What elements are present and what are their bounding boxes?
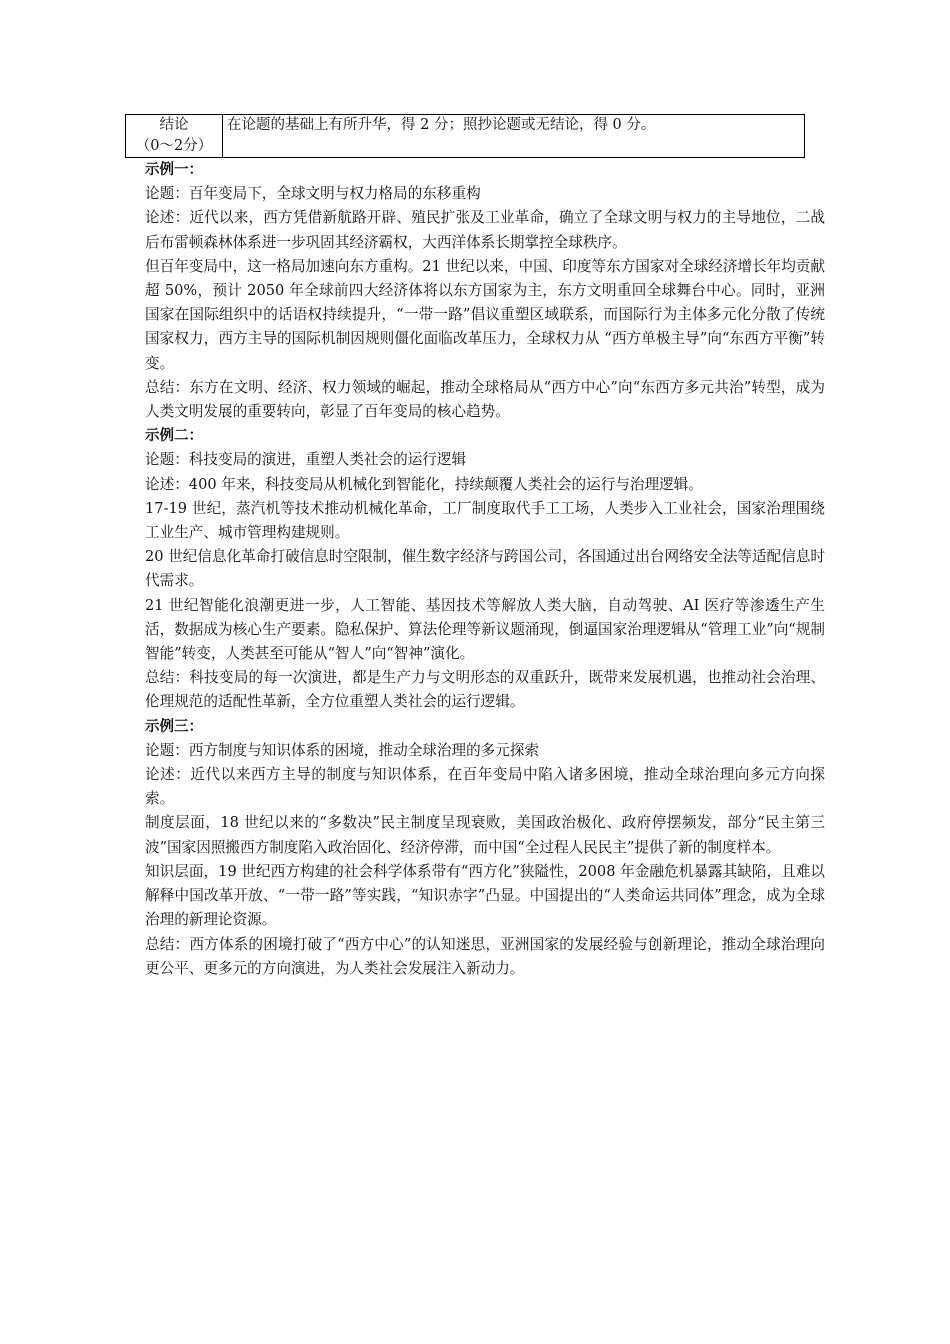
table-row (126, 115, 805, 158)
scoring-table (125, 114, 805, 158)
example-topic: 论题：百年变局下，全球文明与权力格局的东移重构 (145, 185, 481, 203)
conclusion-label: 结论 (159, 117, 189, 133)
example-section-3 (145, 715, 825, 981)
example-paragraph: 但百年变局中，这一格局加速向东方重构。21 世纪以来，中国、印度等东方国家对全球经济增长年均贡献超 50%，预计 2050 年全球前四大经济体将以东方国家为主，东方文明重回全球舞台中心。同时，亚洲国家在国际组织中的话语权持续提升，“一带一路”倡议重塑区域联系，而国际行为主体多元化分散了传统国家权力，西方主导的国际机制因规则僵化面临改革压力，全球权力从 “西方单极主导”向“东西方平衡”转变。 (145, 257, 825, 372)
page-content (135, 114, 825, 981)
example-paragraph: 论述：近代以来，西方凭借新航路开辟、殖民扩张及工业革命，确立了全球文明与权力的主导地位，二战后布雷顿森林体系进一步巩固其经济霸权，大西洋体系长期掌控全球秩序。 (145, 209, 825, 251)
example-paragraph: 论述：近代以来西方主导的制度与知识体系，在百年变局中陷入诸多困境，推动全球治理向多元方向探索。 (145, 766, 825, 808)
example-heading: 示例二： (145, 428, 203, 445)
example-paragraph: 论述：400 年来，科技变局从机械化到智能化，持续颠覆人类社会的运行与治理逻辑。 (145, 475, 703, 493)
table-label-cell (126, 115, 223, 158)
example-heading: 示例三： (145, 718, 203, 735)
conclusion-criteria: 在论题的基础上有所升华，得 2 分；照抄论题或无结论，得 0 分。 (223, 115, 805, 158)
conclusion-score-range: （0～2分） (135, 138, 213, 154)
example-summary: 总结：东方在文明、经济、权力领域的崛起，推动全球格局从“西方中心”向“东西方多元共治”转型，成为人类文明发展的重要转向，彰显了百年变局的核心趋势。 (145, 378, 825, 421)
example-paragraph: 21 世纪智能化浪潮更进一步，人工智能、基因技术等解放人类大脑，自动驾驶、AI 医疗等渗透生产生活，数据成为核心生产要素。隐私保护、算法伦理等新议题涌现，倒逼国家治理逻辑从“管理工业”向“规制智能”转变，人类甚至可能从“智人”向“智神”演化。 (145, 596, 825, 663)
example-paragraph: 20 世纪信息化革命打破信息时空限制，催生数字经济与跨国公司，各国通过出台网络安全法等适配信息时代需求。 (145, 548, 825, 590)
example-topic: 论题：科技变局的演进，重塑人类社会的运行逻辑 (145, 451, 467, 469)
example-heading: 示例一： (145, 162, 203, 178)
example-summary: 总结：科技变局的每一次演进，都是生产力与文明形态的双重跃升，既带来发展机遇，也推动社会治理、伦理规范的适配性革新，全方位重塑人类社会的运行逻辑。 (145, 669, 825, 711)
example-paragraph: 17-19 世纪，蒸汽机等技术推动机械化革命，工厂制度取代手工工场，人类步入工业社会，国家治理围绕工业生产、城市管理构建规则。 (145, 499, 825, 542)
example-summary: 总结：西方体系的困境打破了“西方中心”的认知迷思，亚洲国家的发展经验与创新理论，推动全球治理向更公平、更多元的方向演进，为人类社会发展注入新动力。 (145, 935, 825, 977)
example-paragraph: 制度层面，18 世纪以来的“多数决”民主制度呈现衰败，美国政治极化、政府停摆频发，部分“民主第三波”国家因照搬西方制度陷入政治固化、经济停滞，而中国“全过程人民民主”提供了新的制度样本。 (145, 814, 825, 856)
example-section-2 (145, 424, 825, 714)
example-section-1 (145, 158, 825, 424)
example-paragraph: 知识层面，19 世纪西方构建的社会科学体系带有“西方化”狭隘性，2008 年金融危机暴露其缺陷，且难以解释中国改革开放、“一带一路”等实践，“知识赤字”凸显。中国提出的“人类命运共同体”理念，成为全球治理的新理论资源。 (145, 862, 825, 929)
example-topic: 论题：西方制度与知识体系的困境，推动全球治理的多元探索 (145, 741, 540, 759)
